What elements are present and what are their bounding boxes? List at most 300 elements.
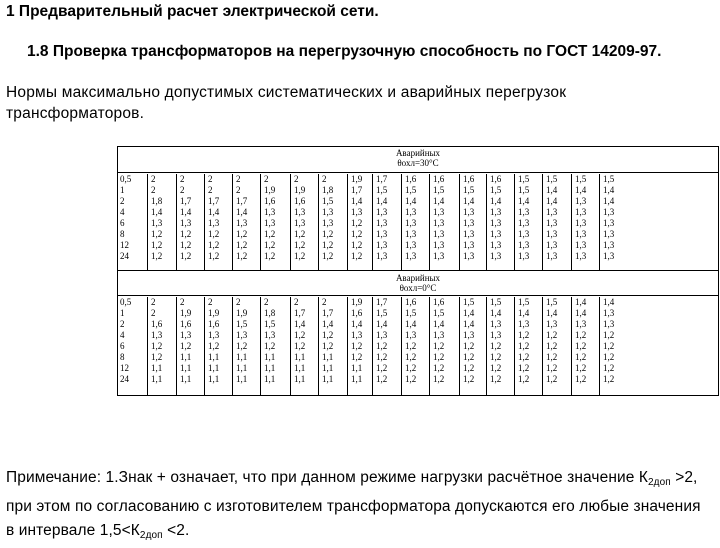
column-divider [599,174,600,270]
table-cell: 1,3 [603,251,615,261]
table-cell: 1,9 [294,185,306,195]
table-cell: 1,6 [294,196,306,206]
table-cell: 1,2 [405,374,417,384]
table-cell: 0,5 [120,297,132,307]
table-cell: 1,7 [208,196,220,206]
table-cell: 2 [208,185,213,195]
table-cell: 1,2 [351,352,363,362]
table-cell: 2 [294,174,299,184]
table-cell: 1,5 [376,308,388,318]
table-cell: 1,3 [490,251,502,261]
table-cell: 1,2 [376,341,388,351]
table-column [405,297,416,385]
column-divider [599,297,600,395]
table-cell: 1,4 [322,319,334,329]
footnote-subscript-1: 2доп [648,477,671,488]
column-divider [459,297,460,395]
table-cell: 1 [120,308,125,318]
table-cell: 1,1 [294,352,306,362]
column-divider [514,297,515,395]
table-cell: 1,3 [575,229,587,239]
table-cell: 1,2 [546,352,558,362]
table-cell: 1,1 [180,352,192,362]
table-column [546,174,557,262]
table-cell: 1,1 [322,374,334,384]
table-cell: 1,4 [518,196,530,206]
table-cell: 2 [151,308,156,318]
table-cell: 1,9 [236,308,248,318]
table-cell: 1,4 [518,308,530,318]
table-cell: 1,3 [294,218,306,228]
table-cell: 1,2 [351,240,363,250]
table-cell: 1,4 [490,308,502,318]
table-cell: 1,3 [603,319,615,329]
table-cell: 1,7 [294,308,306,318]
table-cell: 1,2 [322,330,334,340]
table-cell: 1,9 [264,185,276,195]
table-cell: 1,4 [236,207,248,217]
table-cell: 1,2 [180,229,192,239]
table-cell: 2 [151,297,156,307]
table-cell: 1,2 [518,352,530,362]
table-cell: 1,2 [463,352,475,362]
table-cell: 1,2 [294,229,306,239]
table-cell: 1,2 [603,330,615,340]
table-cell: 1,3 [463,218,475,228]
table-cell: 1,3 [546,207,558,217]
table-cell: 0,5 [120,174,132,184]
table-cell: 1,4 [575,185,587,195]
table-cell: 1,2 [351,218,363,228]
table-cell: 1,9 [351,174,363,184]
column-divider [401,297,402,395]
table-cell: 1,6 [433,297,445,307]
table-cell: 1,2 [433,374,445,384]
table-cell: 2 [236,174,241,184]
table-cell: 1,5 [264,319,276,329]
table-cell: 1,1 [264,352,276,362]
table-column [264,297,275,385]
table-cell: 1,4 [376,196,388,206]
table-cell: 1,3 [546,229,558,239]
table-cell: 1,3 [463,240,475,250]
table-cell: 1,8 [151,196,163,206]
table-cell: 8 [120,352,125,362]
table-column [575,297,586,385]
table-column [490,174,501,262]
table-cell: 1,4 [603,196,615,206]
table-cell: 1,5 [518,185,530,195]
table-column [236,174,247,262]
table-cell: 2 [322,174,327,184]
table-cell: 1,1 [264,363,276,373]
table-cell: 1,2 [208,341,220,351]
table-cell: 1,2 [603,341,615,351]
table-cell: 1,1 [151,363,163,373]
overload-table [117,146,719,396]
table-cell: 2 [208,297,213,307]
table-cell: 1,5 [433,185,445,195]
table-cell: 1,6 [490,174,502,184]
table-cell: 1,5 [376,185,388,195]
table-cell: 1,3 [490,319,502,329]
table-cell: 1,2 [405,352,417,362]
table-column [180,297,191,385]
table-column [546,297,557,385]
table-cell: 1,3 [490,229,502,239]
table-cell: 1,4 [546,196,558,206]
table-cell: 1,4 [376,319,388,329]
table-cell: 12 [120,240,129,250]
table-cell: 1,4 [546,185,558,195]
table-cell: 2 [180,174,185,184]
table-cell: 2 [294,297,299,307]
band-title [118,148,718,168]
table-cell: 1,2 [264,251,276,261]
table-cell: 1,3 [433,240,445,250]
table-cell: 1,5 [546,297,558,307]
table-column [208,297,219,385]
table-column [518,174,529,262]
table-cell: 1,2 [351,341,363,351]
table-cell: 1,2 [575,363,587,373]
table-column [208,174,219,262]
table-cell: 1,4 [490,196,502,206]
table-cell: 1,3 [180,330,192,340]
table-cell: 1,3 [264,218,276,228]
table-cell: 1,2 [322,229,334,239]
table-cell: 1,1 [322,363,334,373]
table-cell: 1,3 [433,251,445,261]
band-title [118,273,718,293]
table-cell: 1,3 [433,207,445,217]
table-cell: 1,4 [463,308,475,318]
column-divider [290,174,291,270]
table-cell: 1,3 [463,251,475,261]
table-cell: 1,2 [463,374,475,384]
table-cell: 1,2 [433,352,445,362]
table-column [151,174,162,262]
table-cell: 1,2 [575,374,587,384]
table-cell: 2 [151,174,156,184]
table-cell: 1,5 [490,185,502,195]
table-cell: 1,2 [151,251,163,261]
table-cell: 1,2 [264,240,276,250]
table-cell: 1,3 [405,218,417,228]
table-cell: 1,3 [376,218,388,228]
table-cell: 1,6 [351,308,363,318]
table-cell: 1,1 [236,352,248,362]
table-cell: 2 [236,297,241,307]
table-cell: 1,2 [322,240,334,250]
column-divider [232,174,233,270]
table-cell: 1,3 [463,229,475,239]
table-cell: 1,3 [603,218,615,228]
table-cell: 1,2 [546,330,558,340]
table-cell: 1,3 [433,229,445,239]
table-cell: 1,2 [180,240,192,250]
table-column [490,297,501,385]
table-cell: 1,1 [180,363,192,373]
table-cell: 1,2 [351,229,363,239]
table-column [351,297,362,385]
table-column [351,174,362,262]
table-cell: 1,4 [433,319,445,329]
footnote-subscript-2: 2доп [139,530,163,541]
table-cell: 1,3 [236,330,248,340]
table-cell: 1,3 [405,330,417,340]
table-cell: 1,3 [433,330,445,340]
table-cell: 1,2 [322,251,334,261]
table-cell: 1,1 [208,374,220,384]
table-cell: 1,4 [208,207,220,217]
table-cell: 1,2 [518,363,530,373]
column-divider [347,174,348,270]
table-cell: 1,2 [351,251,363,261]
column-divider [372,174,373,270]
table-cell: 1,3 [546,251,558,261]
column-divider [372,297,373,395]
table-cell: 1,3 [575,218,587,228]
table-cell: 1,3 [490,218,502,228]
table-cell: 1,3 [405,240,417,250]
table-cell: 1,3 [376,240,388,250]
table-cell: 1,5 [433,308,445,318]
table-cell: 6 [120,341,125,351]
table-column [294,174,305,262]
table-cell: 1,2 [518,341,530,351]
table-column [376,297,387,385]
table-cell: 1,3 [603,207,615,217]
table-column [603,174,614,262]
table-cell: 1,2 [490,341,502,351]
table-cell: 1,2 [264,229,276,239]
table-cell: 1,2 [322,341,334,351]
table-cell: 1,5 [518,174,530,184]
table-cell: 1,3 [518,207,530,217]
table-cell: 1,6 [405,174,417,184]
intro-paragraph: Нормы максимально допустимых систематических и аварийных перегрузок трансформаторов. [6,84,567,122]
table-cell: 1,2 [490,374,502,384]
column-divider [486,174,487,270]
table-cell: 1,3 [376,229,388,239]
column-divider [147,297,148,395]
table-cell: 2 [120,196,125,206]
table-cell: 1,9 [208,308,220,318]
column-divider [176,297,177,395]
table-cell: 1,3 [405,207,417,217]
table-cell: 1,3 [351,207,363,217]
band-divider [118,295,718,296]
table-cell: 1,1 [236,374,248,384]
table-column [405,174,416,262]
table-cell: 2 [120,319,125,329]
table-cell: 1,3 [351,330,363,340]
table-column [518,297,529,385]
table-cell: 1,3 [405,229,417,239]
table-cell: 2 [208,174,213,184]
table-cell: 6 [120,218,125,228]
table-cell: 1,4 [180,207,192,217]
table-cell: 1,5 [546,174,558,184]
table-column [264,174,275,262]
table-cell: 1,5 [463,185,475,195]
table-column [322,174,333,262]
column-divider [176,174,177,270]
band-divider [118,172,718,173]
table-cell: 1,2 [294,251,306,261]
table-cell: 1,5 [405,308,417,318]
table-cell: 1,3 [294,207,306,217]
table-cell: 2 [264,297,269,307]
table-cell: 1,2 [151,240,163,250]
table-cell: 1 [120,185,125,195]
table-cell: 1,2 [518,330,530,340]
table-cell: 2 [264,174,269,184]
table-cell: 1,5 [322,196,334,206]
table-cell: 1,2 [603,363,615,373]
table-cell: 1,3 [518,229,530,239]
table-cell: 1,3 [518,240,530,250]
table-cell: 1,4 [603,185,615,195]
table-cell: 1,3 [490,207,502,217]
footnote [6,466,712,548]
table-cell: 1,5 [405,185,417,195]
table-column [603,297,614,385]
column-divider [571,297,572,395]
table-cell: 1,2 [376,352,388,362]
table-cell: 1,2 [180,341,192,351]
table-cell: 1,6 [463,174,475,184]
footnote-text-2: >2, при этом по согласованию с изготовителем трансформатора допускаются его любые значения в интервале 1,5<К [6,469,701,539]
column-divider [459,174,460,270]
table-cell: 1,3 [575,207,587,217]
table-cell: 1,2 [546,363,558,373]
table-cell: 1,4 [463,196,475,206]
table-cell: 1,1 [294,374,306,384]
column-divider [318,174,319,270]
section-heading: 1.8 Проверка трансформаторов на перегрузочную способность по ГОСТ 14209-97. [27,43,662,60]
table-cell: 1,3 [405,251,417,261]
table-cell: 1,2 [208,251,220,261]
table-cell: 1,4 [405,319,417,329]
page-heading: 1 Предварительный расчет электрической сети. [6,3,379,20]
table-cell: 1,3 [546,319,558,329]
table-cell: 1,4 [603,297,615,307]
column-divider [429,297,430,395]
footnote-text-3: <2. [162,522,190,539]
table-cell: 1,3 [463,207,475,217]
table-cell: 1,5 [575,174,587,184]
table-cell: 1,1 [236,363,248,373]
column-divider [514,174,515,270]
table-cell: 2 [151,185,156,195]
table-cell: 1,4 [433,196,445,206]
table-cell: 1,2 [433,363,445,373]
table-cell: 1,7 [376,297,388,307]
table-cell: 2 [180,185,185,195]
table-cell: 1,8 [322,185,334,195]
table-cell: 1,3 [603,308,615,318]
table-cell: 1,2 [376,374,388,384]
table-cell: 1,3 [376,207,388,217]
table-cell: 1,2 [294,240,306,250]
table-cell: 8 [120,229,125,239]
column-divider [347,297,348,395]
column-divider [401,174,402,270]
table-column [433,174,444,262]
table-cell: 1,3 [603,229,615,239]
table-cell: 1,2 [151,229,163,239]
table-cell: 1,1 [264,374,276,384]
table-cell: 1,2 [490,363,502,373]
table-cell: 1,2 [208,240,220,250]
table-cell: 1,1 [294,363,306,373]
table-cell: 4 [120,207,125,217]
table-cell: 1,1 [151,374,163,384]
table-cell: 1,5 [518,297,530,307]
column-divider [260,297,261,395]
table-cell: 1,3 [546,218,558,228]
column-divider [290,297,291,395]
table-cell: 1,4 [351,196,363,206]
table-cell: 2 [180,297,185,307]
table-cell: 1,3 [151,330,163,340]
table-cell: 1,2 [575,352,587,362]
table-column [120,297,131,385]
table-cell: 1,3 [575,319,587,329]
table-cell: 1,2 [463,341,475,351]
table-cell: 1,4 [151,207,163,217]
table-cell: 1,3 [236,218,248,228]
table-cell: 1,2 [603,352,615,362]
table-cell: 1,5 [603,174,615,184]
table-cell: 1,2 [490,352,502,362]
table-cell: 4 [120,330,125,340]
table-cell: 1,3 [546,240,558,250]
table-cell: 1,3 [518,251,530,261]
table-cell: 1,2 [463,363,475,373]
table-cell: 1,3 [490,240,502,250]
table-cell: 1,7 [322,308,334,318]
table-cell: 1,6 [151,319,163,329]
band-divider [118,270,718,271]
table-cell: 1,2 [376,363,388,373]
table-cell: 1,7 [351,185,363,195]
table-cell: 1,1 [322,352,334,362]
table-cell: 1,4 [575,297,587,307]
table-column [294,297,305,385]
table-cell: 1,3 [208,218,220,228]
table-cell: 1,3 [264,207,276,217]
table-cell: 1,1 [180,374,192,384]
table-cell: 1,6 [208,319,220,329]
table-cell: 1,3 [376,330,388,340]
band-title-line2: θохл=0°С [399,283,437,293]
table-cell: 2 [236,185,241,195]
column-divider [232,297,233,395]
table-cell: 1,1 [208,352,220,362]
band-title-line1: Аварийных [395,273,441,283]
table-cell: 1,3 [518,218,530,228]
table-column [120,174,131,262]
table-cell: 1,2 [264,341,276,351]
column-divider [486,297,487,395]
table-column [376,174,387,262]
table-column [463,174,474,262]
table-cell: 1,6 [405,297,417,307]
table-cell: 1,2 [405,341,417,351]
